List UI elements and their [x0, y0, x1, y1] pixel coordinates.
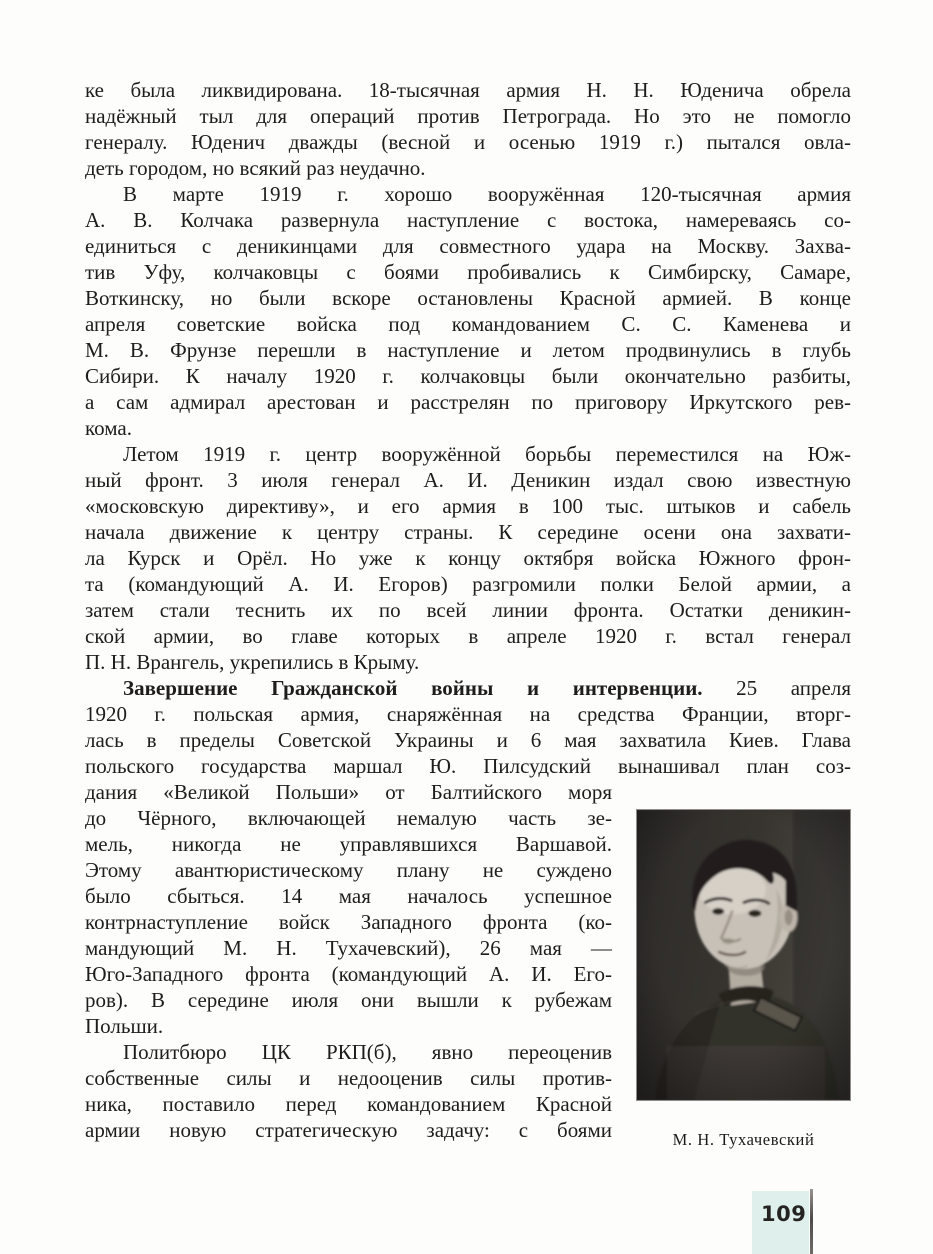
page-number-rule: [810, 1189, 813, 1254]
text-line: польского государства маршал Ю. Пилсудский вынашивал план соз-: [85, 754, 851, 778]
text-line: Завершение Гражданской войны и интервенции. 25 апреля: [123, 676, 851, 700]
text-line: Юго-Западного фронта (командующий А. И. Его-: [85, 962, 612, 986]
text-line: до Чёрного, включающей немалую часть зе-: [85, 806, 612, 830]
text-line: тив Уфу, колчаковцы с боями пробивались к Симбирску, Самаре,: [85, 260, 851, 284]
text-line: ке была ликвидирована. 18-тысячная армия Н. Н. Юденича обрела: [85, 78, 851, 102]
page-content: [85, 77, 851, 1153]
text-line: та (командующий А. И. Егоров) разгромили полки Белой армии, а: [85, 572, 851, 596]
figure: [636, 809, 851, 1153]
text-line: деть городом, но всякий раз неудачно.: [85, 156, 426, 180]
text-line: дания «Великой Польши» от Балтийского моря: [85, 780, 612, 804]
text-line: кома.: [85, 416, 132, 440]
text-line: Летом 1919 г. центр вооружённой борьбы переместился на Юж-: [123, 442, 851, 466]
text-line: армии новую стратегическую задачу: с боями: [85, 1118, 612, 1142]
tukhachevsky-photo: [636, 809, 851, 1101]
text-line: начала движение к центру страны. К середине осени она захвати-: [85, 520, 851, 544]
photo-caption: М. Н. Тухачевский: [672, 1130, 815, 1149]
text-line: Этому авантюристическому плану не суждено: [85, 858, 612, 882]
text-line: А. В. Колчака развернула наступление с востока, намереваясь со-: [85, 208, 851, 232]
text-line: М. В. Фрунзе перешли в наступление и летом продвинулись в глубь: [85, 338, 851, 362]
text-line: было сбыться. 14 мая началось успешное: [85, 884, 612, 908]
text-line: лась в пределы Советской Украины и 6 мая захватила Киев. Глава: [85, 728, 851, 752]
text-line: Политбюро ЦК РКП(б), явно переоценив: [123, 1040, 612, 1064]
text-line: ла Курск и Орёл. Но уже к концу октября войска Южного фрон-: [85, 546, 851, 570]
text-line: ской армии, во главе которых в апреле 1920 г. встал генерал: [85, 624, 851, 648]
text-line: контрнаступление войск Западного фронта (ко-: [85, 910, 612, 934]
page-number: 109: [761, 1202, 807, 1226]
text-line: Сибири. К началу 1920 г. колчаковцы были окончательно разбиты,: [85, 364, 851, 388]
text-line: ный фронт. 3 июля генерал А. И. Деникин издал свою известную: [85, 468, 851, 492]
bottom-section: [85, 779, 851, 1153]
text-line: генералу. Юденич дважды (весной и осенью 1919 г.) пытался овла-: [85, 130, 851, 154]
text-line: ров). В середине июля они вышли к рубежам: [85, 988, 612, 1012]
text-line: апреля советские войска под командованием С. С. Каменева и: [85, 312, 851, 336]
text-line: надёжный тыл для операций против Петрограда. Но это не помогло: [85, 104, 851, 128]
body-text-wide: [85, 77, 851, 779]
text-line: Польши.: [85, 1014, 164, 1038]
portrait-illustration: [637, 810, 850, 1100]
text-line: единиться с деникинцами для совместного удара на Москву. Захва-: [85, 234, 851, 258]
text-line: затем стали теснить их по всей линии фронта. Остатки деникин-: [85, 598, 851, 622]
body-text-narrow: [85, 779, 612, 1143]
text-line: а сам адмирал арестован и расстрелян по приговору Иркутского рев-: [85, 390, 851, 414]
text-line: П. Н. Врангель, укрепились в Крыму.: [85, 650, 420, 674]
text-line: мандующий М. Н. Тухачевский), 26 мая —: [85, 936, 612, 960]
text-line: В марте 1919 г. хорошо вооружённая 120-тысячная армия: [123, 182, 851, 206]
page-number-block: [752, 1191, 809, 1254]
text-line: ника, поставило перед командованием Красной: [85, 1092, 612, 1116]
text-line: «московскую директиву», и его армия в 100 тыс. штыков и сабель: [85, 494, 851, 518]
text-line: Воткинску, но были вскоре остановлены Красной армией. В конце: [85, 286, 851, 310]
text-line: мель, никогда не управлявшихся Варшавой.: [85, 832, 612, 856]
text-line: 1920 г. польская армия, снаряжённая на средства Франции, вторг-: [85, 702, 851, 726]
text-line: собственные силы и недооценив силы против-: [85, 1066, 612, 1090]
